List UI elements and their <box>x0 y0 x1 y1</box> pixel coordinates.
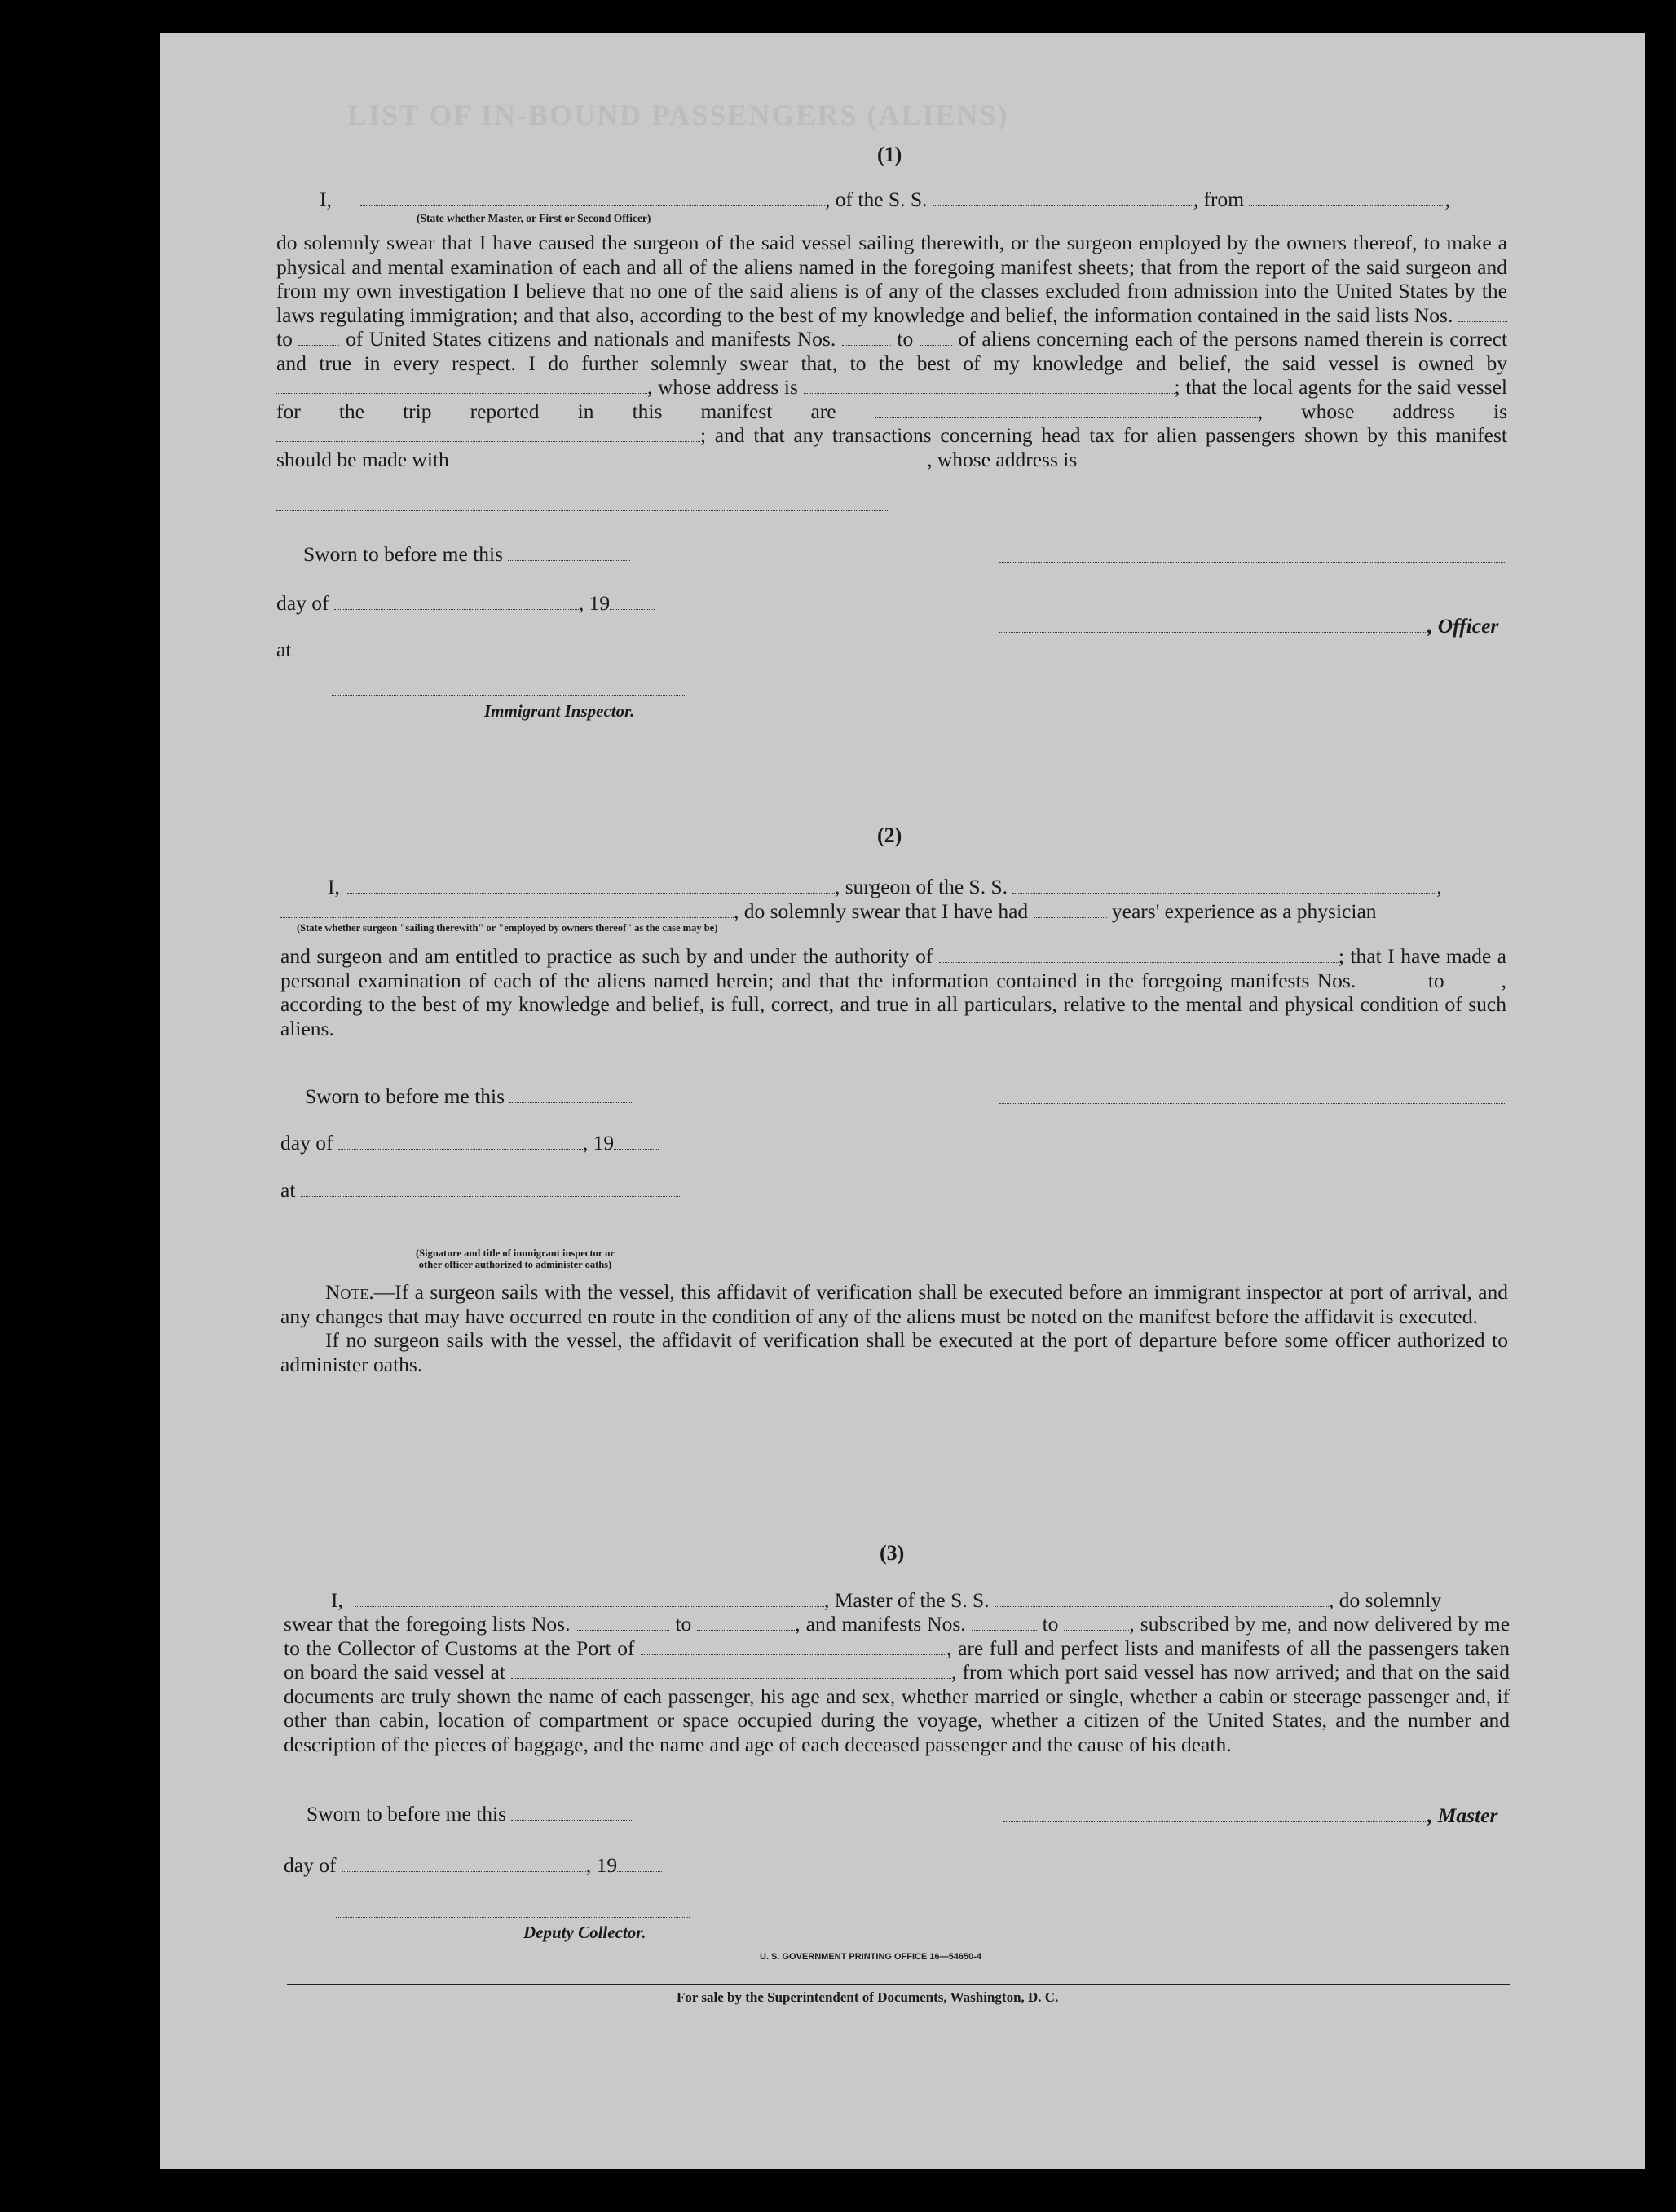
signature-hint: (Signature and title of immigrant inspector or other officer authorized to administer oaths) <box>416 1247 615 1270</box>
day-row-3: day of , 19 <box>284 1853 662 1878</box>
inspector-caption: Immigrant Inspector. <box>484 701 635 721</box>
officer-signature-line <box>999 561 1505 563</box>
oath-body-3: swear that the foregoing lists Nos. to , and manifests Nos. to , subscribed by me, and now delivered by me to the Collector of Customs at the Port of , are full and perfect lists and manifests of all the passengers taken on board the said vessel at , from which port said vessel has now arrived; and that on the said documents are truly shown the name of each passenger, his age and sex, whether married or single, whether a cabin or steerage passenger and, if other than cabin, location of compartment or space occupied during the voyage, whether a citizen of the United States, and the number and description of the pieces of baggage, and the name and age of each deceased passenger and the cause of his death. <box>284 1612 1511 1756</box>
surgeon-hint: (State whether surgeon "sailing therewith" or "employed by owners thereof" as the case may be) <box>297 922 718 934</box>
surgeon-signature-line <box>999 1102 1506 1104</box>
footer-rule <box>287 1984 1510 1985</box>
bleed-through-text: LIST OF IN-BOUND PASSENGERS (ALIENS) <box>347 99 1009 131</box>
collector-signature-line <box>336 1916 690 1918</box>
officer-hint: (State whether Master, or First or Second Officer) <box>417 212 651 224</box>
sale-notice: For sale by the Superintendent of Documents, Washington, D. C. <box>677 1989 1059 2005</box>
printer-imprint: U. S. GOVERNMENT PRINTING OFFICE 16—54650-4 <box>760 1952 982 1962</box>
sworn-row-2: Sworn to before me this <box>305 1084 632 1109</box>
oath-line-experience: , do solemnly swear that I have had years' experience as a physician <box>280 899 1377 924</box>
oath-body-2: and surgeon and am entitled to practice as such by and under the authority of ; that I have made a personal examination of each of the aliens named herein; and that the information contained in the foregoing manifests Nos. to , according to the best of my knowledge and belief, is full, correct, and true in all particulars, relative to the mental and physical condition of such aliens. <box>280 944 1507 1040</box>
section-number: (2) <box>877 823 902 847</box>
oath-line-master: I, , Master of the S. S. , do solemnly <box>331 1588 1442 1612</box>
collector-caption: Deputy Collector. <box>523 1923 646 1942</box>
note-block: Note.—If a surgeon sails with the vessel, this affidavit of verification shall be executed before an immigrant inspector at port of arrival, and any changes that may have occurred en route in the condition of any of the aliens must be noted on the manifest before the affidavit is executed. If no surgeon sails with the vessel, the affidavit of verification shall be executed at the port of departure before some officer authorized to administer oaths. <box>280 1280 1508 1376</box>
day-row-1: day of , 19 <box>276 591 655 616</box>
oath-body-1: do solemnly swear that I have caused the surgeon of the said vessel sailing therewith, or the surgeon employed by the owners thereof, to make a physical and mental examination of each and all of the aliens named in the foregoing manifest sheets; that from the report of the said surgeon and from my own investigation I believe that no one of the said aliens is of any of the classes excluded from admission into the United States by the laws regulating immigration; and that also, according to the best of my knowledge and belief, the information contained in the said lists Nos. to of United States citizens and nationals and manifests Nos. to of aliens concerning each of the persons named therein is correct and true in every respect. I do further solemnly swear that, to the best of my knowledge and belief, the said vessel is owned by , whose address is ; that the local agents for the said vessel for the trip reported in this manifest are , whose address is ; and that any transactions concerning head tax for alien passengers shown by this manifest should be made with , whose address is <box>276 231 1508 471</box>
at-row-2: at <box>280 1178 680 1203</box>
section-number: (1) <box>877 143 902 166</box>
master-row: , Master <box>1003 1804 1497 1828</box>
sworn-row-3: Sworn to before me this <box>307 1802 633 1826</box>
sworn-row-1: Sworn to before me this <box>303 542 630 567</box>
section-number: (3) <box>880 1541 905 1565</box>
day-row-2: day of , 19 <box>280 1131 659 1155</box>
at-row-1: at <box>276 638 676 662</box>
oath-line-surgeon: I, , surgeon of the S. S. , <box>328 875 1442 898</box>
address-line <box>276 510 888 511</box>
oath-line-officer: I, , of the S. S. , from , <box>320 188 1450 211</box>
form-page <box>160 33 1645 2169</box>
inspector-signature-line <box>332 695 686 696</box>
officer-row: , Officer <box>999 614 1498 638</box>
